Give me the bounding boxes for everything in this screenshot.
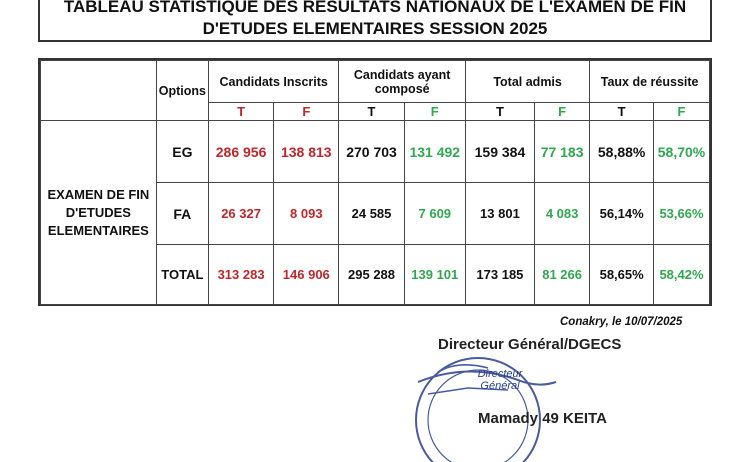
- taux-f-value: 58,70%: [654, 121, 710, 183]
- inscrits-f-value: 8 093: [274, 183, 339, 245]
- admis-f-value: 81 266: [534, 245, 589, 305]
- header-row: [41, 61, 710, 103]
- composes-f-value: 7 609: [404, 183, 465, 245]
- inscrits-f-header: F: [274, 103, 339, 121]
- inscrits-t-value: 313 283: [208, 245, 273, 305]
- taux-f-value: 58,42%: [654, 245, 710, 305]
- official-stamp-icon: [398, 342, 558, 462]
- inscrits-f-value: 138 813: [274, 121, 339, 183]
- taux-t-value: 56,14%: [590, 183, 654, 245]
- composes-t-value: 270 703: [339, 121, 404, 183]
- inscrits-t-header: T: [208, 103, 273, 121]
- row-option: FA: [156, 183, 208, 245]
- inscrits-t-value: 26 327: [208, 183, 273, 245]
- taux-t-value: 58,65%: [590, 245, 654, 305]
- results-table: [40, 60, 710, 305]
- admis-t-header: T: [465, 103, 534, 121]
- document-title: [38, 0, 712, 42]
- exam-label: EXAMEN DE FIN D'ETUDES ELEMENTAIRES: [41, 121, 157, 305]
- composes-f-value: 139 101: [404, 245, 465, 305]
- options-header: Options: [156, 61, 208, 121]
- taux-t-header: T: [590, 103, 654, 121]
- composes-t-value: 24 585: [339, 183, 404, 245]
- composes-t-header: T: [339, 103, 404, 121]
- inscrits-f-value: 146 906: [274, 245, 339, 305]
- admis-t-value: 173 185: [465, 245, 534, 305]
- results-table-container: [38, 58, 712, 306]
- signatory-name: Mamady 49 KEITA: [478, 410, 607, 427]
- title-line-1: TABLEAU STATISTIQUE DES RESULTATS NATIONAUX DE L'EXAMEN DE FIN: [63, 0, 687, 16]
- admis-header: Total admis: [465, 61, 589, 103]
- row-option: EG: [156, 121, 208, 183]
- row-option: TOTAL: [156, 245, 208, 305]
- taux-header: Taux de réussite: [590, 61, 710, 103]
- table-row: [41, 121, 710, 183]
- composes-f-header: F: [404, 103, 465, 121]
- signatory-title: Directeur Général/DGECS: [438, 336, 622, 353]
- admis-t-value: 159 384: [465, 121, 534, 183]
- inscrits-t-value: 286 956: [208, 121, 273, 183]
- stamp-text: Directeur Général: [477, 368, 523, 392]
- inscrits-header: Candidats Inscrits: [208, 61, 338, 103]
- taux-f-value: 53,66%: [654, 183, 710, 245]
- composes-header: Candidats ayant composé: [339, 61, 466, 103]
- taux-f-header: F: [654, 103, 710, 121]
- composes-t-value: 295 288: [339, 245, 404, 305]
- taux-t-value: 58,88%: [590, 121, 654, 183]
- admis-f-value: 4 083: [534, 183, 589, 245]
- empty-corner-cell: [41, 61, 157, 121]
- title-line-2: D'ETUDES ELEMENTAIRES SESSION 2025: [202, 19, 548, 38]
- place-date: Conakry, le 10/07/2025: [560, 316, 683, 328]
- admis-t-value: 13 801: [465, 183, 534, 245]
- admis-f-header: F: [534, 103, 589, 121]
- admis-f-value: 77 183: [534, 121, 589, 183]
- composes-f-value: 131 492: [404, 121, 465, 183]
